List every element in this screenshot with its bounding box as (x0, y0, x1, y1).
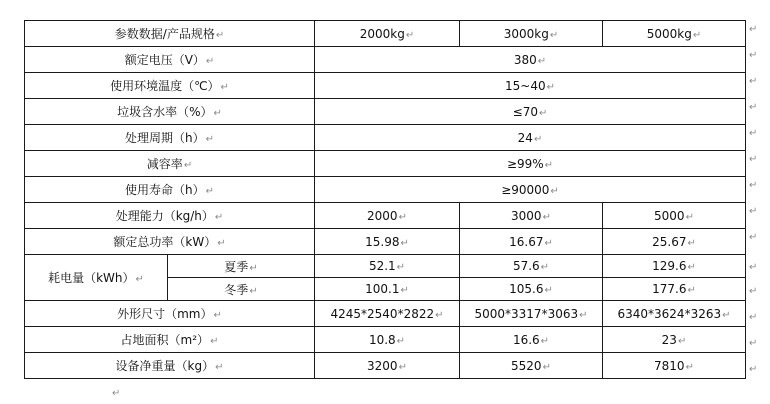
row-label-cell (25, 99, 315, 125)
paragraph-mark-icon: ↵ (217, 238, 226, 249)
row-label-footprint: 占地面积（m²） (120, 333, 210, 347)
paragraph-mark-icon: ↵ (542, 361, 551, 373)
row-end-mark-icon: ↵ (749, 102, 758, 113)
spec-table (24, 20, 746, 379)
footprint-value: 23 (661, 332, 677, 347)
paragraph-mark-icon: ↵ (544, 237, 553, 249)
paragraph-mark-icon: ↵ (135, 274, 144, 285)
paragraph-mark-icon: ↵ (692, 29, 702, 41)
paragraph-mark-icon: ↵ (213, 310, 222, 321)
model-5000: 5000kg (646, 26, 692, 41)
value-cell (315, 177, 746, 203)
value-cell (603, 353, 746, 379)
value-cell (460, 278, 603, 301)
paragraph-mark-icon: ↵ (215, 30, 225, 41)
paragraph-mark-icon: ↵ (685, 211, 694, 223)
row-end-mark-icon: ↵ (749, 232, 758, 243)
row-label-consumption: 耗电量（kWh） (48, 271, 135, 285)
winter-value: 105.6 (509, 282, 544, 296)
trailing-paragraph-mark-icon: ↵ (112, 388, 121, 399)
summer-value: 129.6 (652, 259, 687, 273)
value-cell (315, 203, 460, 229)
row-end-mark-icon: ↵ (749, 128, 758, 139)
table-header-row (25, 21, 746, 47)
row-label-moisture: 垃圾含水率（%） (117, 105, 213, 119)
row-label-reduction: 减容率 (146, 157, 183, 171)
paragraph-mark-icon: ↵ (215, 362, 224, 373)
row-end-mark-icon: ↵ (749, 50, 758, 61)
value-cell (460, 229, 603, 255)
paragraph-mark-icon: ↵ (205, 134, 214, 145)
paragraph-mark-icon: ↵ (549, 29, 559, 41)
row-label-cell (25, 177, 315, 203)
table-row (25, 125, 746, 151)
season-winter: 冬季 (224, 282, 249, 297)
winter-value: 177.6 (652, 282, 687, 296)
capacity-value: 5000 (654, 208, 685, 223)
table-row (25, 203, 746, 229)
footprint-value: 10.8 (368, 332, 396, 347)
value-cell (603, 278, 746, 301)
row-end-mark-icon: ↵ (749, 206, 758, 217)
row-end-mark-icon: ↵ (749, 262, 758, 273)
value-cell (315, 229, 460, 255)
value-cell (315, 327, 460, 353)
season-summer: 夏季 (224, 259, 249, 274)
row-label-cell (25, 255, 168, 301)
value-cell (603, 301, 746, 327)
paragraph-mark-icon: ↵ (400, 237, 409, 249)
model-cell (603, 21, 746, 47)
row-label-cell (25, 125, 315, 151)
model-cell (315, 21, 460, 47)
table-row (25, 327, 746, 353)
paragraph-mark-icon: ↵ (677, 335, 687, 347)
row-label-power: 额定总功率（kW） (113, 235, 217, 249)
paragraph-mark-icon: ↵ (183, 160, 193, 171)
dimensions-value: 4245*2540*2822 (330, 306, 435, 321)
value-cell (603, 255, 746, 278)
row-label-capacity: 处理能力（kg/h） (115, 209, 214, 223)
reduction-value: ≥99% (506, 156, 544, 171)
row-label-cell (25, 353, 315, 379)
season-label-cell (168, 255, 315, 278)
value-cell (460, 327, 603, 353)
paragraph-mark-icon: ↵ (405, 29, 415, 41)
power-value: 16.67 (509, 234, 544, 249)
paragraph-mark-icon: ↵ (687, 262, 696, 273)
header-label: 参数数据/产品规格 (114, 27, 215, 41)
paragraph-mark-icon: ↵ (685, 361, 694, 373)
row-label-cell (25, 301, 315, 327)
table-row (25, 99, 746, 125)
table-row (25, 47, 746, 73)
row-label-temperature: 使用环境温度（℃） (110, 79, 220, 93)
paragraph-mark-icon: ↵ (213, 108, 222, 119)
paragraph-mark-icon: ↵ (544, 159, 554, 171)
row-end-mark-icon: ↵ (749, 76, 758, 87)
model-3000: 3000kg (503, 26, 549, 41)
row-label-dimensions: 外形尺寸（mm） (117, 307, 213, 321)
paragraph-mark-icon: ↵ (210, 336, 219, 347)
paragraph-mark-icon: ↵ (205, 56, 215, 67)
weight-value: 7810 (654, 358, 685, 373)
capacity-value: 3000 (511, 208, 542, 223)
value-cell (315, 353, 460, 379)
paragraph-mark-icon: ↵ (398, 211, 407, 223)
weight-value: 3200 (367, 358, 398, 373)
season-label-cell (168, 278, 315, 301)
value-cell (315, 151, 746, 177)
paragraph-mark-icon: ↵ (538, 107, 548, 119)
paragraph-mark-icon: ↵ (249, 285, 258, 297)
paragraph-mark-icon: ↵ (579, 309, 588, 321)
table-row (25, 353, 746, 379)
model-cell (460, 21, 603, 47)
paragraph-mark-icon: ↵ (537, 55, 547, 67)
dimensions-value: 5000*3317*3063 (474, 306, 579, 321)
row-end-mark-icon: ↵ (749, 154, 758, 165)
value-cell (460, 301, 603, 327)
paragraph-mark-icon: ↵ (546, 81, 555, 93)
row-end-mark-icon: ↵ (749, 24, 758, 35)
paragraph-mark-icon: ↵ (214, 212, 224, 223)
row-end-mark-icon: ↵ (749, 312, 758, 323)
header-label-cell (25, 21, 315, 47)
paragraph-mark-icon: ↵ (687, 285, 696, 296)
table-row (25, 229, 746, 255)
value-cell (315, 47, 746, 73)
row-label-cell (25, 47, 315, 73)
lifespan-value: ≥90000 (501, 182, 550, 197)
paragraph-mark-icon: ↵ (687, 237, 696, 249)
dimensions-value: 6340*3624*3263 (617, 306, 722, 321)
paragraph-mark-icon: ↵ (435, 309, 444, 321)
row-label-cell (25, 229, 315, 255)
paragraph-mark-icon: ↵ (722, 309, 731, 321)
row-label-cell (25, 151, 315, 177)
row-end-mark-icon: ↵ (749, 180, 758, 191)
temperature-value: 15~40 (505, 78, 546, 93)
row-end-mark-icon: ↵ (749, 338, 758, 349)
value-cell (603, 203, 746, 229)
value-cell (460, 203, 603, 229)
power-value: 25.67 (652, 234, 687, 249)
table-row (25, 255, 746, 278)
value-cell (315, 301, 460, 327)
power-value: 15.98 (365, 234, 400, 249)
winter-value: 100.1 (365, 282, 400, 296)
paragraph-mark-icon: ↵ (398, 361, 407, 373)
cycle-value: 24 (517, 130, 533, 145)
row-label-weight: 设备净重量（kg） (115, 359, 215, 373)
table-row (25, 73, 746, 99)
paragraph-mark-icon: ↵ (540, 262, 550, 273)
paragraph-mark-icon: ↵ (249, 262, 258, 274)
value-cell (315, 125, 746, 151)
paragraph-mark-icon: ↵ (220, 82, 229, 93)
paragraph-mark-icon: ↵ (540, 335, 550, 347)
paragraph-mark-icon: ↵ (396, 335, 406, 347)
row-label-cycle: 处理周期（h） (125, 131, 205, 145)
value-cell (603, 229, 746, 255)
summer-value: 57.6 (512, 259, 540, 273)
table-row (25, 151, 746, 177)
paragraph-mark-icon: ↵ (542, 211, 551, 223)
moisture-value: ≤70 (512, 104, 538, 119)
row-label-cell (25, 203, 315, 229)
row-end-mark-icon: ↵ (749, 286, 758, 297)
paragraph-mark-icon: ↵ (533, 133, 543, 145)
paragraph-mark-icon: ↵ (396, 262, 406, 273)
value-cell (315, 278, 460, 301)
row-label-cell (25, 73, 315, 99)
footprint-value: 16.6 (512, 332, 540, 347)
row-label-cell (25, 327, 315, 353)
row-label-lifespan: 使用寿命（h） (125, 183, 205, 197)
value-cell (315, 73, 746, 99)
row-end-mark-icon: ↵ (749, 364, 758, 375)
paragraph-mark-icon: ↵ (550, 185, 559, 197)
paragraph-mark-icon: ↵ (544, 285, 553, 296)
value-cell (603, 327, 746, 353)
voltage-value: 380 (513, 52, 537, 67)
value-cell (460, 255, 603, 278)
paragraph-mark-icon: ↵ (205, 186, 214, 197)
row-label-voltage: 额定电压（V） (124, 53, 205, 67)
summer-value: 52.1 (368, 259, 396, 273)
value-cell (315, 255, 460, 278)
capacity-value: 2000 (367, 208, 398, 223)
weight-value: 5520 (511, 358, 542, 373)
model-2000: 2000kg (359, 26, 405, 41)
paragraph-mark-icon: ↵ (400, 285, 409, 296)
table-row (25, 301, 746, 327)
value-cell (460, 353, 603, 379)
table-row (25, 177, 746, 203)
value-cell (315, 99, 746, 125)
